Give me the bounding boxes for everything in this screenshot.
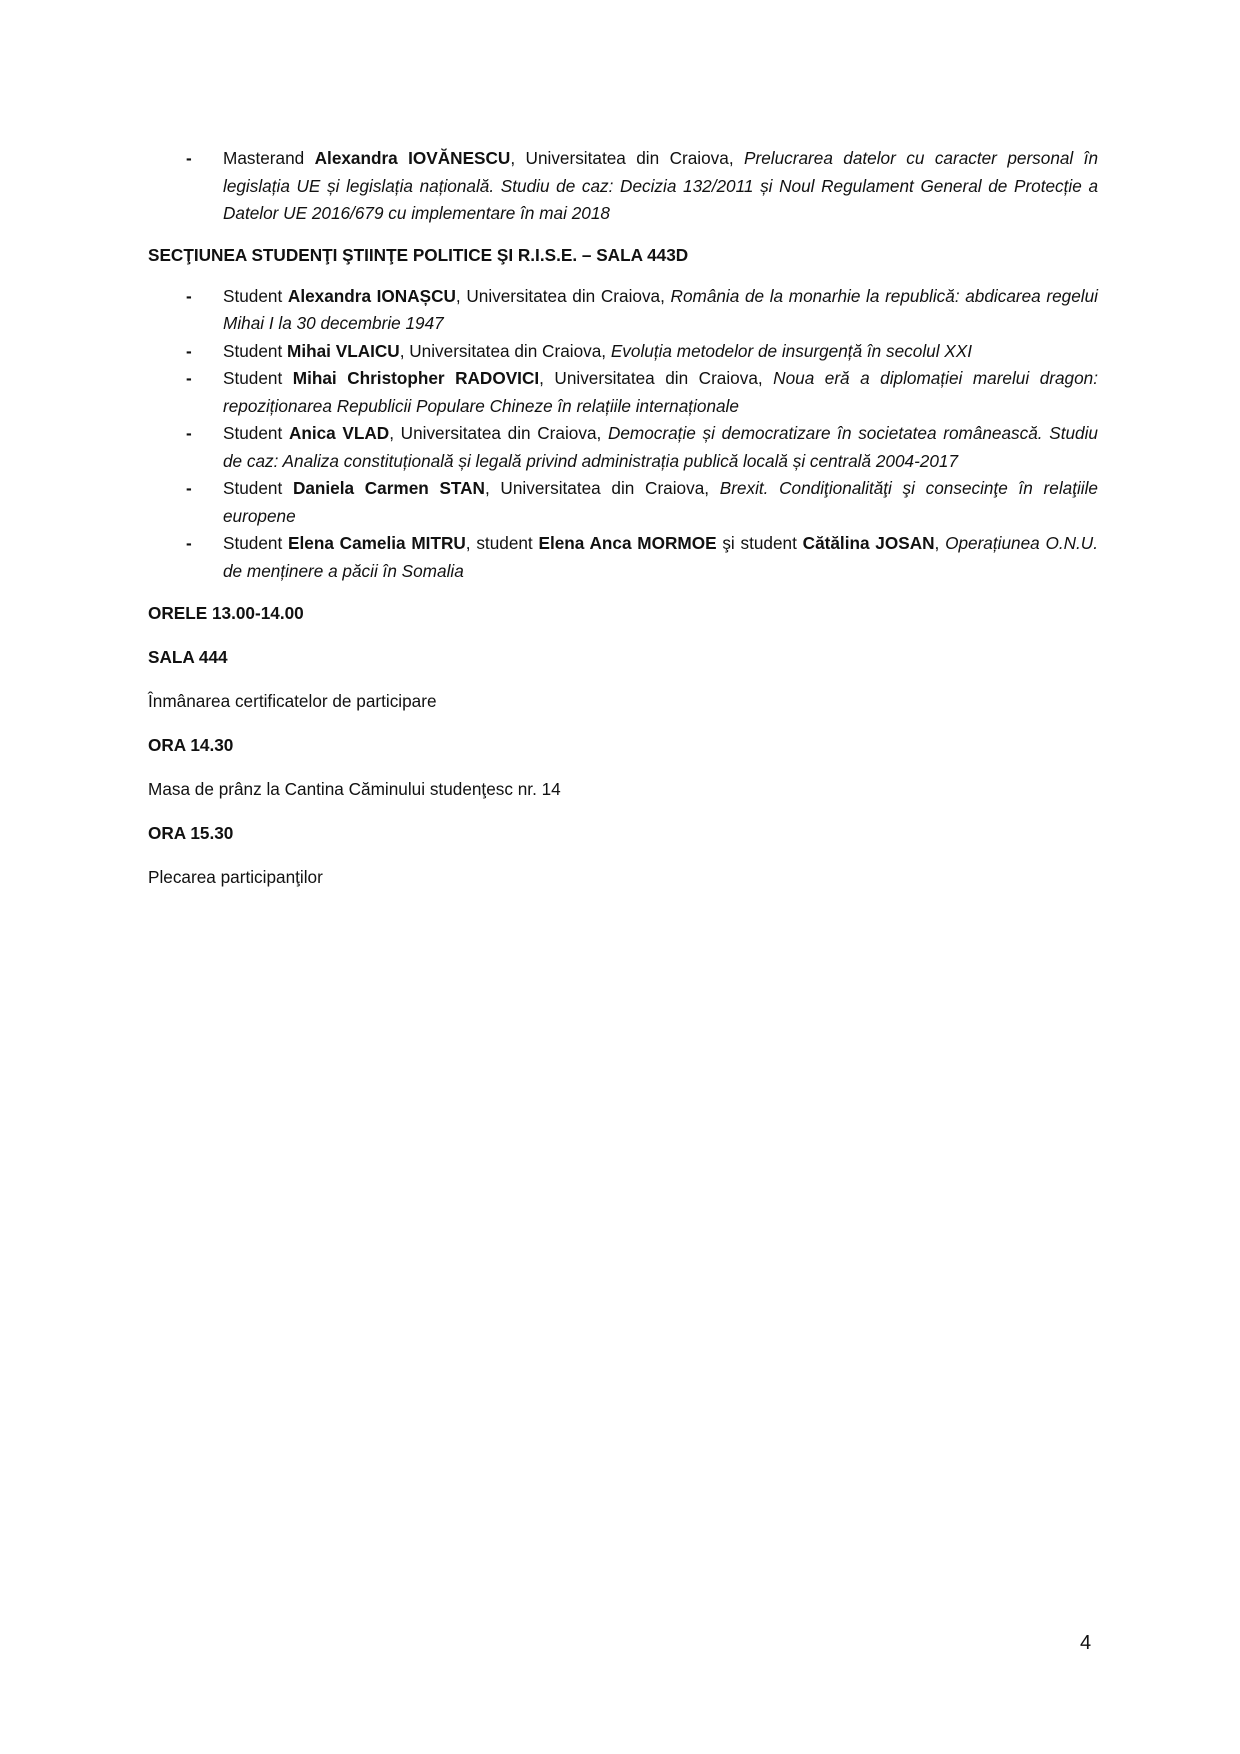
participant-name: Mihai Christopher RADOVICI xyxy=(292,368,540,388)
participant-role: Student xyxy=(223,478,293,498)
paper-title: Operațiunea O.N.U. de menținere a păcii în Somalia xyxy=(223,533,1098,581)
participant-connector: şi student xyxy=(716,533,803,553)
paper-title: Noua eră a diplomației marelui dragon: repoziționarea Republicii Populare Chineze în relațiile internaționale xyxy=(223,368,1098,416)
schedule-heading-ora-1430: ORA 14.30 xyxy=(148,735,234,755)
schedule-heading-ora-1530: ORA 15.30 xyxy=(148,823,234,843)
paper-title: Brexit. Condiţionalităţi şi consecinţe în relaţiile europene xyxy=(223,478,1098,526)
participant-connector: , student xyxy=(465,533,539,553)
list-dash: - xyxy=(186,368,192,388)
list-item xyxy=(148,283,1098,338)
participant-affiliation: , Universitatea din Craiova, xyxy=(484,478,720,498)
participant-affiliation: , Universitatea din Craiova, xyxy=(455,285,671,306)
schedule-heading-orele: ORELE 13.00-14.00 xyxy=(148,603,304,623)
list-dash: - xyxy=(186,148,192,168)
participant-name: Alexandra IOVĂNESCU xyxy=(314,148,511,168)
list-dash: - xyxy=(186,533,192,553)
participant-name: Cătălina JOSAN xyxy=(802,533,935,553)
list-dash: - xyxy=(186,340,192,361)
paper-title: Democrație și democratizare în societatea românească. Studiu de caz: Analiza constituțională și legală privind administrația publică locală și centrală 2004-2017 xyxy=(223,423,1098,471)
page-number: 4 xyxy=(1080,1632,1092,1654)
section-heading: SECŢIUNEA STUDENŢI ŞTIINŢE POLITICE ŞI R.I.S.E. – SALA 443D xyxy=(148,244,689,265)
participant-name: Elena Anca MORMOE xyxy=(538,533,717,553)
participant-connector: , xyxy=(934,533,946,553)
participant-name: Mihai VLAICU xyxy=(287,340,400,361)
list-dash: - xyxy=(186,423,192,443)
list-item xyxy=(148,475,1098,530)
list-item xyxy=(148,365,1098,420)
participant-role: Student xyxy=(223,423,289,443)
participant-affiliation: , Universitatea din Craiova, xyxy=(539,368,774,388)
list-dash: - xyxy=(186,285,192,306)
participant-name: Anica VLAD xyxy=(288,423,390,443)
participant-name: Daniela Carmen STAN xyxy=(292,478,485,498)
list-item xyxy=(148,530,1098,585)
paper-title: Prelucrarea datelor cu caracter personal în legislația UE și legislația națională. Studiu de caz: Decizia 132/2011 și Noul Regulament General de Protecție a Datelor UE 2016/679 cu implementare în mai 2018 xyxy=(223,148,1099,223)
lunch-text: Masa de prânz la Cantina Căminului studenţesc nr. 14 xyxy=(148,779,561,799)
list-item xyxy=(148,145,1098,228)
participant-role: Student xyxy=(223,340,288,361)
participant-role: Student xyxy=(223,285,288,306)
paper-title: România de la monarhie la republică: abdicarea regelui Mihai I la 30 decembrie 1947 xyxy=(223,285,1098,333)
departure-text: Plecarea participanţilor xyxy=(148,867,323,887)
paper-title: Evoluția metodelor de insurgență în secolul XXI xyxy=(610,340,972,361)
list-dash: - xyxy=(186,478,192,498)
masters-list xyxy=(148,145,1098,228)
participant-affiliation: , Universitatea din Craiova, xyxy=(510,148,745,168)
participant-affiliation: , Universitatea din Craiova, xyxy=(399,340,611,361)
participant-role: Student xyxy=(223,533,289,553)
list-item xyxy=(148,420,1098,475)
participant-role: Masterand xyxy=(223,148,315,168)
document-page xyxy=(148,145,1098,891)
certificates-text: Înmânarea certificatelor de participare xyxy=(148,691,437,711)
participant-name: Elena Camelia MITRU xyxy=(288,533,466,553)
participant-affiliation: , Universitatea din Craiova, xyxy=(389,423,608,443)
list-item xyxy=(148,338,1098,366)
students-list xyxy=(148,283,1098,586)
schedule-heading-sala: SALA 444 xyxy=(148,647,228,667)
participant-name: Alexandra IONAȘCU xyxy=(287,285,456,306)
participant-role: Student xyxy=(223,368,293,388)
